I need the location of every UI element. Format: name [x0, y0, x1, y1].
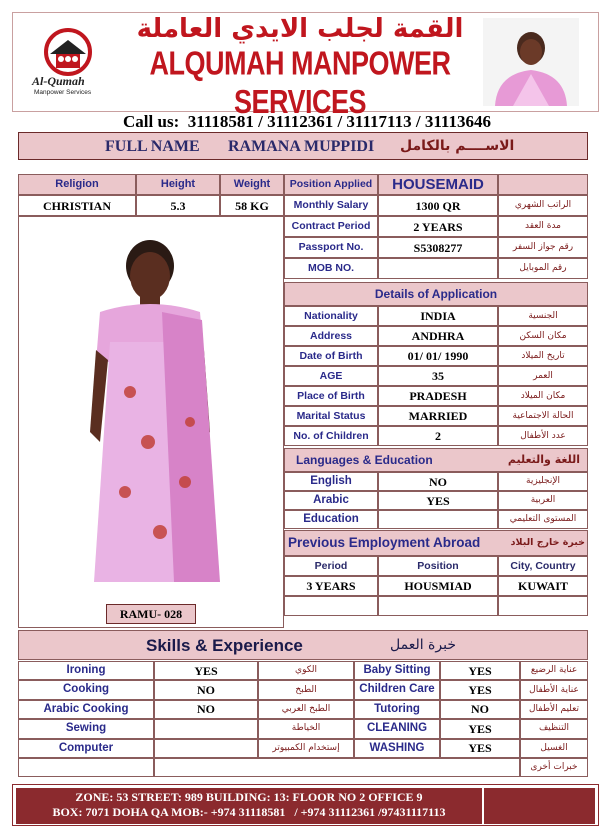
- contract-label: Passport No.: [284, 237, 378, 258]
- skill-label: Sewing: [18, 719, 154, 738]
- religion-value: CHRISTIAN: [18, 195, 136, 216]
- skill-empty-cell: [18, 758, 154, 777]
- photo-code: RAMU- 028: [119, 607, 183, 621]
- skill-value: [154, 739, 258, 758]
- details-label: No. of Children: [284, 426, 378, 446]
- footer-address-2: BOX: 7071 DOHA QA MOB:- +974 31118581 / +974 31112361 /97431117113: [52, 805, 446, 819]
- skill-value: YES: [440, 680, 520, 699]
- contract-arabic: مدة العقد: [498, 216, 588, 237]
- footer-bar-right: [484, 788, 595, 824]
- skill-arabic: الطبخ العربي: [258, 700, 354, 719]
- col-country: City, Country: [498, 556, 588, 576]
- skill-label: Baby Sitting: [354, 661, 440, 680]
- languages-title: Languages & Education: [296, 453, 433, 467]
- footer-address-1: ZONE: 53 STREET: 989 BUILDING: 13: FLOOR NO 2 OFFICE 9: [75, 790, 423, 804]
- contract-value: [378, 258, 498, 279]
- language-value: NO: [378, 472, 498, 491]
- details-value: 01/ 01/ 1990: [378, 346, 498, 366]
- logo-brand: Al-Qumah: [32, 74, 85, 88]
- details-arabic: العمر: [498, 366, 588, 386]
- skill-value: YES: [440, 661, 520, 680]
- language-arabic: الإنجليزية: [498, 472, 588, 491]
- skill-label: Computer: [18, 739, 154, 758]
- skill-value: NO: [154, 700, 258, 719]
- details-label: Nationality: [284, 306, 378, 326]
- skill-value: [154, 719, 258, 738]
- skill-value: NO: [154, 680, 258, 699]
- employment-arabic: خبرة خارج البلاد: [510, 537, 585, 548]
- logo-subtitle: Manpower Services: [34, 89, 92, 96]
- call-line: Call us: 31118581 / 31112361 / 31117113 / 31113646: [123, 112, 491, 131]
- height-label: Height: [136, 174, 220, 195]
- contract-arabic: رقم الموبايل: [498, 258, 588, 279]
- skill-extra-arabic: خبرات أخرى: [520, 758, 588, 777]
- candidate-photo-icon: [70, 232, 230, 592]
- language-label: English: [284, 472, 378, 491]
- position-value: HOUSEMAID: [378, 174, 498, 195]
- language-label: Education: [284, 510, 378, 529]
- skill-arabic: عناية الأطفال: [520, 680, 588, 699]
- skill-value: NO: [440, 700, 520, 719]
- details-value: 35: [378, 366, 498, 386]
- height-value: 5.3: [136, 195, 220, 216]
- skill-arabic: تعليم الأطفال: [520, 700, 588, 719]
- language-arabic: المستوى التعليمي: [498, 510, 588, 529]
- english-title: ALQUMAH MANPOWER SERVICES: [149, 44, 451, 121]
- employment-position: HOUSMIAD: [378, 576, 498, 596]
- skill-value: YES: [440, 719, 520, 738]
- skills-title-bar: [18, 630, 588, 660]
- skill-empty-cell: [154, 758, 520, 777]
- skill-arabic: التنظيف: [520, 719, 588, 738]
- details-arabic: الجنسية: [498, 306, 588, 326]
- skill-label: Cooking: [18, 680, 154, 699]
- skill-value: YES: [154, 661, 258, 680]
- employment-empty-cell: [498, 596, 588, 616]
- contract-arabic: رقم جواز السفر: [498, 237, 588, 258]
- details-label: Place of Birth: [284, 386, 378, 406]
- details-arabic: تاريخ الميلاد: [498, 346, 588, 366]
- skill-label: CLEANING: [354, 719, 440, 738]
- language-label: Arabic: [284, 491, 378, 510]
- language-value: YES: [378, 491, 498, 510]
- employment-period: 3 YEARS: [284, 576, 378, 596]
- details-label: Date of Birth: [284, 346, 378, 366]
- contract-label: MOB NO.: [284, 258, 378, 279]
- skill-arabic: الخياطة: [258, 719, 354, 738]
- employment-country: KUWAIT: [498, 576, 588, 596]
- skills-arabic: خبرة العمل: [390, 637, 456, 653]
- details-arabic: مكان الميلاد: [498, 386, 588, 406]
- employment-empty-cell: [284, 596, 378, 616]
- details-arabic: عدد الأطفال: [498, 426, 588, 446]
- skill-arabic: الطبخ: [258, 680, 354, 699]
- skill-label: Tutoring: [354, 700, 440, 719]
- arabic-title: القمة لجلب الايدي العاملة: [136, 14, 464, 44]
- details-label: AGE: [284, 366, 378, 386]
- languages-arabic: اللغة والتعليم: [507, 453, 580, 466]
- details-title: Details of Application: [284, 282, 588, 306]
- full-name-arabic: الاســــم بالكامل: [400, 138, 515, 154]
- position-arabic-cell: [498, 174, 588, 195]
- details-value: INDIA: [378, 306, 498, 326]
- col-position: Position: [378, 556, 498, 576]
- contract-value: S5308277: [378, 237, 498, 258]
- employment-empty-cell: [378, 596, 498, 616]
- contract-label: Contract Period: [284, 216, 378, 237]
- employment-title: Previous Employment Abroad: [288, 535, 481, 550]
- details-value: MARRIED: [378, 406, 498, 426]
- details-value: ANDHRA: [378, 326, 498, 346]
- full-name-value: RAMANA MUPPIDI: [228, 138, 375, 155]
- position-label: Position Applied: [284, 174, 378, 195]
- details-value: 2: [378, 426, 498, 446]
- details-arabic: مكان السكن: [498, 326, 588, 346]
- portrait-thumbnail-icon: [483, 18, 579, 106]
- contract-value: 1300 QR: [378, 195, 498, 216]
- language-value: [378, 510, 498, 529]
- details-value: PRADESH: [378, 386, 498, 406]
- skill-arabic: الكوي: [258, 661, 354, 680]
- skills-title: Skills & Experience: [146, 636, 303, 655]
- skill-arabic: الغسيل: [520, 739, 588, 758]
- contract-arabic: الراتب الشهري: [498, 195, 588, 216]
- full-name-label: FULL NAME: [105, 138, 200, 155]
- candidate-photo: [70, 232, 230, 592]
- details-label: Address: [284, 326, 378, 346]
- company-logo: [28, 22, 108, 102]
- skill-value: YES: [440, 739, 520, 758]
- religion-label: Religion: [18, 174, 136, 195]
- weight-label: Weight: [220, 174, 284, 195]
- skill-arabic: إستخدام الكمبيوتر: [258, 739, 354, 758]
- contract-label: Monthly Salary: [284, 195, 378, 216]
- col-period: Period: [284, 556, 378, 576]
- details-arabic: الحالة الاجتماعية: [498, 406, 588, 426]
- contract-value: 2 YEARS: [378, 216, 498, 237]
- header-portrait: [483, 18, 579, 106]
- skill-arabic: عناية الرضيع: [520, 661, 588, 680]
- skill-label: Arabic Cooking: [18, 700, 154, 719]
- skill-label: WASHING: [354, 739, 440, 758]
- weight-value: 58 KG: [220, 195, 284, 216]
- language-arabic: العربية: [498, 491, 588, 510]
- details-label: Marital Status: [284, 406, 378, 426]
- skill-label: Children Care: [354, 680, 440, 699]
- skill-label: Ironing: [18, 661, 154, 680]
